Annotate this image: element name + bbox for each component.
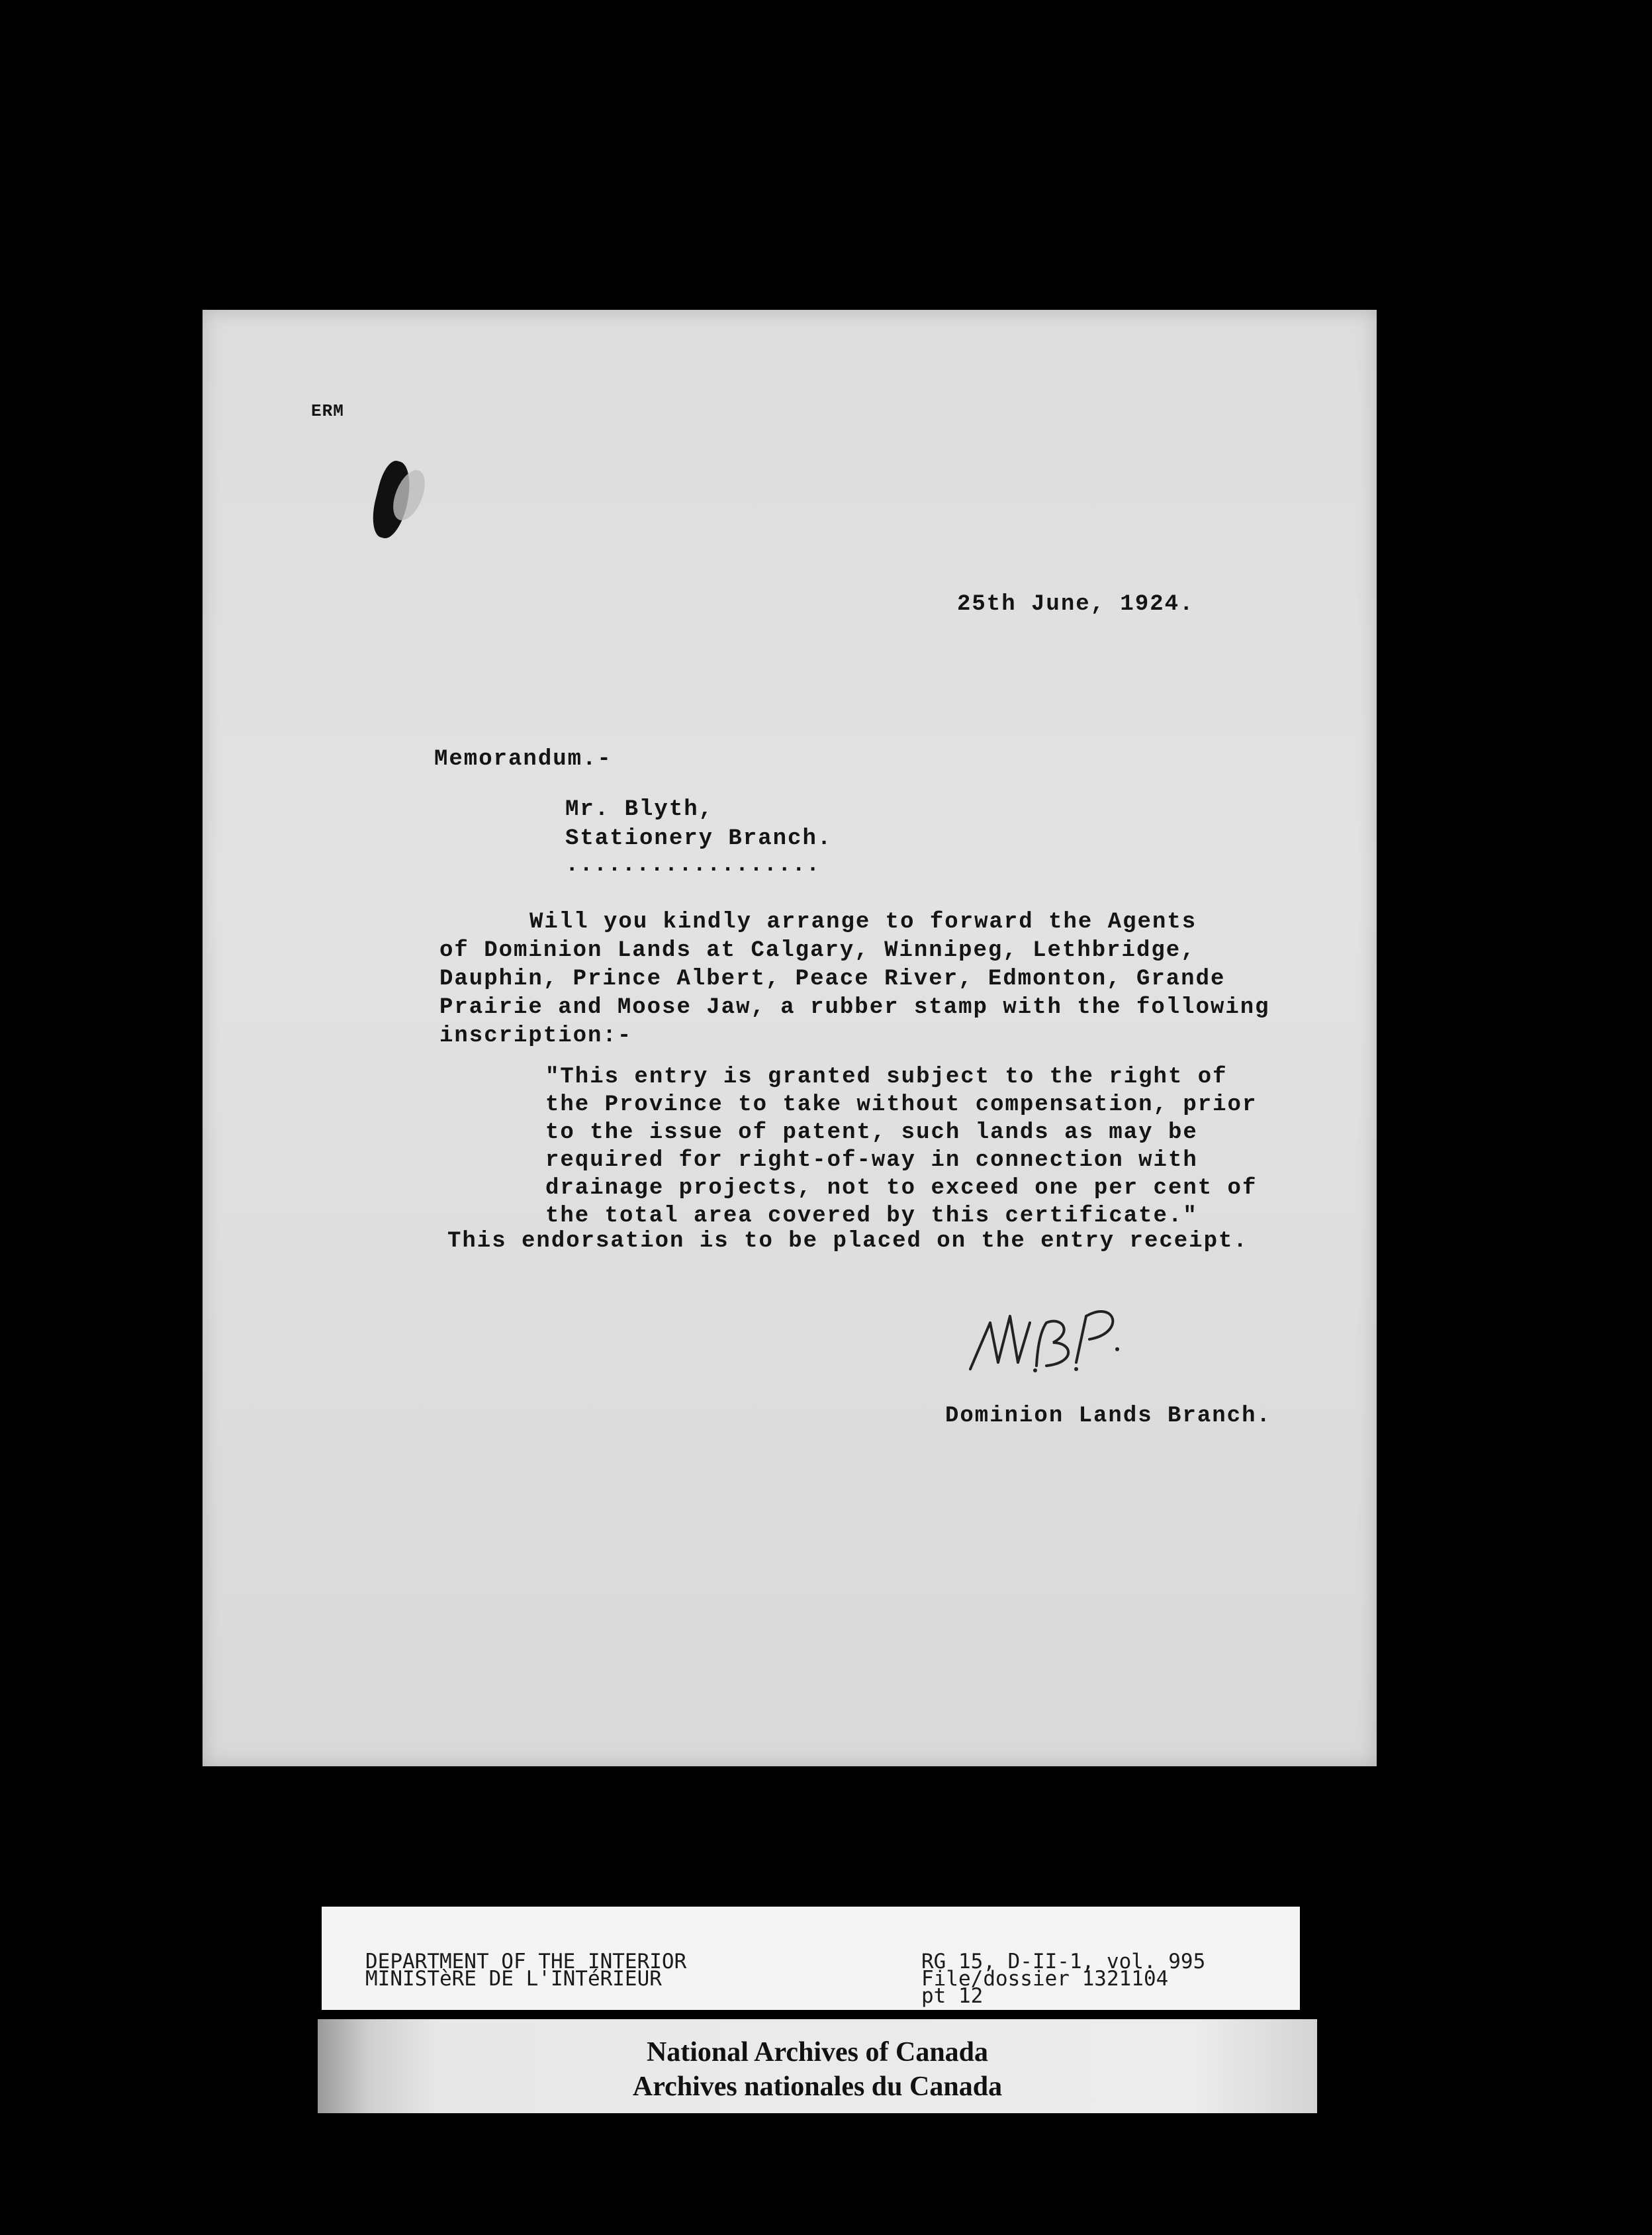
- department-french: MINISTèRE DE L'INTéRIEUR: [365, 1967, 662, 1991]
- archive-name-english: National Archives of Canada: [646, 2037, 989, 2068]
- typist-initials: ERM: [311, 401, 344, 421]
- memo-body: [439, 911, 1353, 1053]
- stamp-inscription: [545, 1066, 1257, 1233]
- endorsement-note: This endorsation is to be placed on the entry receipt.: [447, 1229, 1248, 1254]
- memo-heading: Memorandum.-: [434, 747, 612, 772]
- body-line: of Dominion Lands at Calgary, Winnipeg, Lethbridge,: [439, 938, 1196, 963]
- quote-line: required for right-of-way in connection with: [545, 1148, 1198, 1173]
- body-line: Dauphin, Prince Albert, Peace River, Edmonton, Grande: [439, 967, 1226, 992]
- archive-name-french: Archives nationales du Canada: [632, 2071, 1003, 2102]
- file-part: pt 12: [921, 1984, 984, 2008]
- memo-date: 25th June, 1924.: [957, 592, 1195, 617]
- body-line: Will you kindly arrange to forward the Agents: [529, 910, 1197, 935]
- file-number: File/dossier 1321104: [921, 1967, 1169, 1991]
- quote-line: "This entry is granted subject to the right of: [545, 1065, 1228, 1090]
- body-line: Prairie and Moose Jaw, a rubber stamp with the following: [439, 995, 1270, 1020]
- archive-banner: [318, 2019, 1317, 2113]
- memo-sheet: [203, 310, 1377, 1766]
- recipient-branch: Stationery Branch.: [565, 826, 833, 851]
- department-english: DEPARTMENT OF THE INTERIOR: [365, 1950, 687, 1973]
- quote-line: the total area covered by this certificate.": [545, 1204, 1198, 1229]
- archive-reference-label: [322, 1907, 1300, 2010]
- quote-line: the Province to take without compensation, prior: [545, 1092, 1258, 1118]
- handwritten-signature: [964, 1296, 1129, 1396]
- recipient-name: Mr. Blyth,: [565, 797, 714, 822]
- quote-line: to the issue of patent, such lands as may be: [545, 1120, 1198, 1145]
- record-group-reference: RG 15, D-II-1, vol. 995: [921, 1950, 1206, 1973]
- body-line: inscription:-: [439, 1023, 633, 1049]
- separator-dots: ..................: [565, 853, 821, 878]
- sender-signature-line: Dominion Lands Branch.: [945, 1403, 1271, 1429]
- quote-line: drainage projects, not to exceed one per cent of: [545, 1176, 1258, 1201]
